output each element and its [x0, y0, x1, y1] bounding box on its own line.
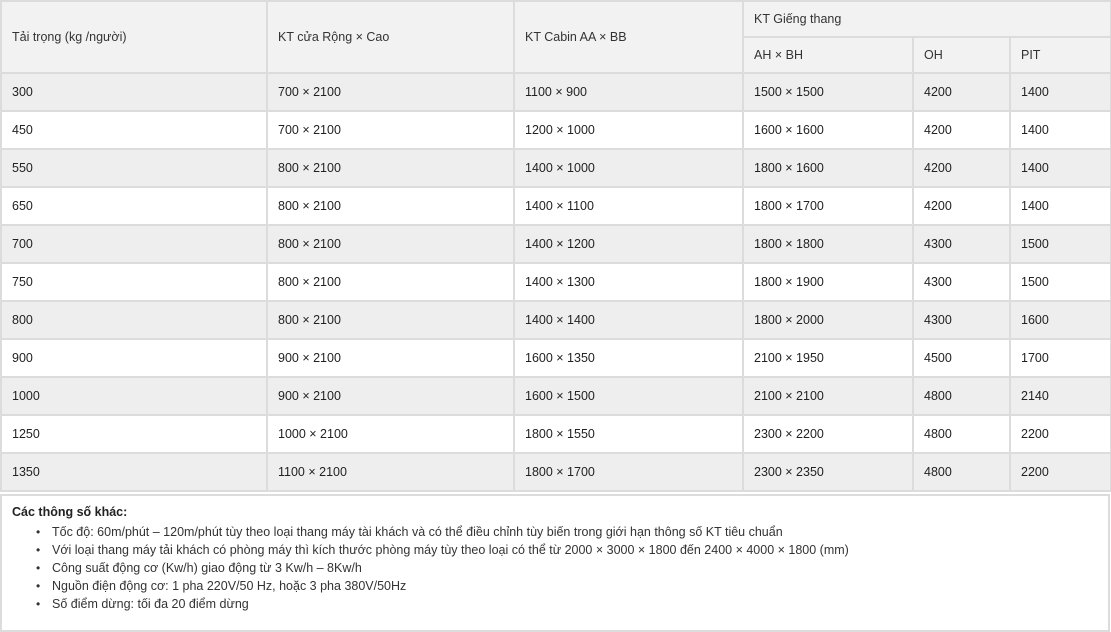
list-item [36, 541, 849, 559]
header-ah-bh: AH × BH [743, 37, 913, 73]
list-item [36, 577, 849, 595]
cell-cabin-size: 1800 × 1700 [514, 453, 743, 491]
cell-cabin-size: 1400 × 1000 [514, 149, 743, 187]
header-oh: OH [913, 37, 1010, 73]
header-cabin-size: KT Cabin AA × BB [514, 1, 743, 73]
table-body [1, 73, 1111, 491]
cell-door-size: 1000 × 2100 [267, 415, 514, 453]
cell-oh: 4300 [913, 301, 1010, 339]
list-item [36, 559, 849, 577]
cell-ah-bh: 1800 × 1600 [743, 149, 913, 187]
cell-oh: 4200 [913, 73, 1010, 111]
cell-ah-bh: 2100 × 1950 [743, 339, 913, 377]
table-row [1, 111, 1111, 149]
cell-ah-bh: 2300 × 2200 [743, 415, 913, 453]
table-row [1, 377, 1111, 415]
table-row [1, 149, 1111, 187]
cell-cabin-size: 1400 × 1200 [514, 225, 743, 263]
cell-cabin-size: 1400 × 1400 [514, 301, 743, 339]
cell-pit: 1700 [1010, 339, 1111, 377]
table-row [1, 415, 1111, 453]
table-row [1, 187, 1111, 225]
cell-oh: 4200 [913, 111, 1010, 149]
cell-oh: 4300 [913, 225, 1010, 263]
bullet-icon: • [36, 561, 41, 575]
cell-ah-bh: 2300 × 2350 [743, 453, 913, 491]
cell-oh: 4500 [913, 339, 1010, 377]
cell-cabin-size: 1600 × 1500 [514, 377, 743, 415]
other-specs-title: Các thông số khác: [12, 505, 128, 519]
cell-cabin-size: 1200 × 1000 [514, 111, 743, 149]
cell-oh: 4200 [913, 187, 1010, 225]
other-specs-panel [0, 494, 1110, 632]
cell-load: 900 [1, 339, 267, 377]
cell-door-size: 700 × 2100 [267, 73, 514, 111]
cell-load: 750 [1, 263, 267, 301]
cell-ah-bh: 1600 × 1600 [743, 111, 913, 149]
cell-pit: 1400 [1010, 149, 1111, 187]
cell-load: 1350 [1, 453, 267, 491]
cell-pit: 2200 [1010, 453, 1111, 491]
header-shaft-size: KT Giếng thang [743, 1, 1111, 37]
table-row [1, 453, 1111, 491]
cell-door-size: 900 × 2100 [267, 377, 514, 415]
cell-pit: 2200 [1010, 415, 1111, 453]
cell-ah-bh: 2100 × 2100 [743, 377, 913, 415]
list-item-text: Với loại thang máy tải khách có phòng máy thì kích thước phòng máy tùy theo loại có thể từ 2000 × 3000 × 1800 đến 2400 × 4000 × 1800 (mm) [52, 543, 849, 557]
cell-oh: 4300 [913, 263, 1010, 301]
other-specs-list [2, 523, 849, 613]
cell-cabin-size: 1400 × 1100 [514, 187, 743, 225]
list-item-text: Nguồn điện động cơ: 1 pha 220V/50 Hz, hoặc 3 pha 380V/50Hz [52, 579, 407, 593]
cell-pit: 1500 [1010, 263, 1111, 301]
table-row [1, 301, 1111, 339]
cell-pit: 1400 [1010, 111, 1111, 149]
cell-ah-bh: 1800 × 1800 [743, 225, 913, 263]
cell-ah-bh: 1800 × 1700 [743, 187, 913, 225]
cell-door-size: 800 × 2100 [267, 187, 514, 225]
cell-cabin-size: 1400 × 1300 [514, 263, 743, 301]
cell-door-size: 800 × 2100 [267, 263, 514, 301]
cell-door-size: 800 × 2100 [267, 225, 514, 263]
cell-load: 1250 [1, 415, 267, 453]
cell-door-size: 800 × 2100 [267, 149, 514, 187]
table-row [1, 263, 1111, 301]
cell-ah-bh: 1800 × 2000 [743, 301, 913, 339]
cell-ah-bh: 1500 × 1500 [743, 73, 913, 111]
cell-oh: 4800 [913, 377, 1010, 415]
cell-cabin-size: 1100 × 900 [514, 73, 743, 111]
bullet-icon: • [36, 597, 41, 611]
cell-pit: 1400 [1010, 187, 1111, 225]
cell-cabin-size: 1800 × 1550 [514, 415, 743, 453]
cell-cabin-size: 1600 × 1350 [514, 339, 743, 377]
list-item-text: Công suất động cơ (Kw/h) giao động từ 3 Kw/h – 8Kw/h [52, 561, 362, 575]
cell-pit: 1500 [1010, 225, 1111, 263]
cell-pit: 1600 [1010, 301, 1111, 339]
cell-load: 1000 [1, 377, 267, 415]
cell-pit: 2140 [1010, 377, 1111, 415]
cell-load: 450 [1, 111, 267, 149]
table-row [1, 73, 1111, 111]
cell-load: 300 [1, 73, 267, 111]
bullet-icon: • [36, 579, 41, 593]
header-pit: PIT [1010, 37, 1111, 73]
cell-ah-bh: 1800 × 1900 [743, 263, 913, 301]
cell-door-size: 1100 × 2100 [267, 453, 514, 491]
header-load: Tải trọng (kg /người) [1, 1, 267, 73]
cell-door-size: 700 × 2100 [267, 111, 514, 149]
cell-oh: 4800 [913, 453, 1010, 491]
cell-pit: 1400 [1010, 73, 1111, 111]
table-row [1, 339, 1111, 377]
cell-load: 700 [1, 225, 267, 263]
list-item-text: Số điểm dừng: tối đa 20 điểm dừng [52, 597, 249, 611]
cell-door-size: 800 × 2100 [267, 301, 514, 339]
cell-door-size: 900 × 2100 [267, 339, 514, 377]
bullet-icon: • [36, 543, 41, 557]
list-item [36, 523, 849, 541]
list-item-text: Tốc độ: 60m/phút – 120m/phút tùy theo loại thang máy tài khách và có thể điều chỉnh tùy biến trong giới hạn thông số KT tiêu chuẩn [52, 525, 783, 539]
cell-oh: 4200 [913, 149, 1010, 187]
cell-load: 800 [1, 301, 267, 339]
table-row [1, 225, 1111, 263]
table-header [1, 1, 1111, 73]
bullet-icon: • [36, 525, 41, 539]
cell-load: 650 [1, 187, 267, 225]
cell-load: 550 [1, 149, 267, 187]
list-item [36, 595, 849, 613]
cell-oh: 4800 [913, 415, 1010, 453]
header-door-size: KT cửa Rộng × Cao [267, 1, 514, 73]
